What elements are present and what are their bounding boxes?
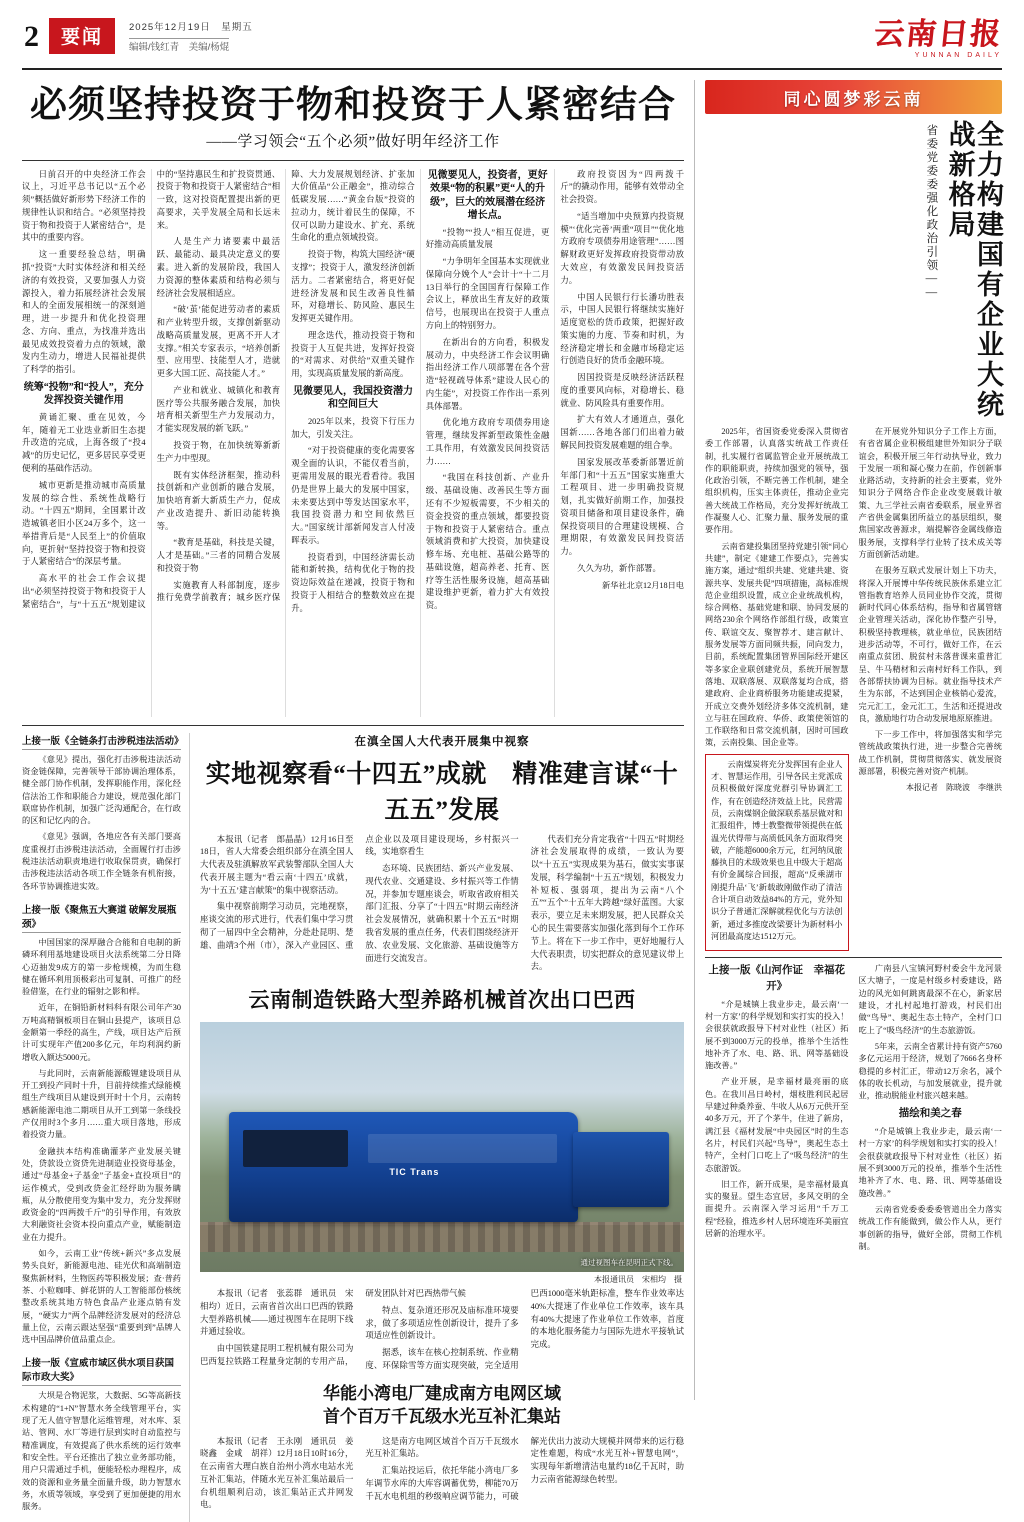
paragraph: 这一重要经验总结，明确抓“投资”大时实体经济和相关经济的有效投资，又要加强人力资源投入，着力拓展经济社会发展和人的全面发展相统一的深刻道理，进一步提升和优化投资理念、方向、重点，为找准并选出最见成效投资着力点的领域，激发内生动力，增进人民福祉提供了科学的指引。 (22, 250, 146, 375)
paragraph: 旧工作，新开成果，是幸福材最真实的聚显。望生态宜居，多风交明的全面提升。云南深入学习运用“千万工程”经验，推选乡村人居环境连环美丽宜居新的治理水平。 (705, 1179, 849, 1239)
photo-caption-line (200, 1272, 684, 1285)
paragraph: 特点、复杂道还形况及庙标准环境要求，做了多项适应性创新设计，提升了多项适应性创新设计。 (365, 1305, 519, 1341)
brief-body (22, 754, 181, 893)
paragraph: 扩大有效人才通道点，强化国新……各地各部门们出着力破解民间投资发展难题的组合拳。 (560, 415, 684, 450)
right-brief-body (705, 963, 1002, 1253)
paragraph: 代表们充分肯定我省“十四五”时期经济社会发展取得的成绩，一致认为要以“十五五”实现成果为基石，做实实事谋发展，科学编制“十五五”规划，积极发力补短板、强弱项，提出为云南“八个五”“五个”十五年大跨越“绿好蓝图。大家表示，要立足未来期发展，把人民群众关心的民生需要落实加强化落到每个工作环节上。将在下一步工作中，更好地履行人大代表职责，切实把群众的意见建议带上去。 (530, 834, 684, 972)
masthead-meta (129, 18, 253, 56)
hydro-headline-line1: 华能小湾电厂建成南方电网区域 (323, 1383, 561, 1403)
vertical-headline-area (705, 120, 1002, 420)
brief-item (22, 733, 184, 893)
paragraph: 实施教育人科部制度，逐步推行免费学前教育；城乡医疗保障、大力发展规划经济、扩张加大价值品“公正融金”，推动综合低碳发展……“黄金台版”投资的拉动力，统计着民生的保障，不仅可以助力建设水、扩充、系统生命化的重点领域投资。 (156, 169, 415, 603)
brief-headline: 上接一版《聚焦五大赛道 破解发展瓶颈》 (22, 902, 181, 933)
lower-main-column (190, 733, 684, 1522)
editor-line: 编辑/钱红青 美编/杨焜 (129, 38, 229, 55)
paragraph: “投物”“投人”相互促进，更好推动高质量发展 (425, 227, 550, 250)
paragraph: 广南县八宝镇河野村委会牛龙河景区大塘子，一度是村级乡村委建设，路边的风光如何跳离最深不在心，新家居建设，才扎村起地打游戏，村民们出做“鸟导”、奥起生态土特产，全村门口吃上了“吸鸟经济”的生态旅游饭。 (858, 964, 1002, 1035)
hydro-headline (200, 1383, 684, 1429)
paragraph: “介是城镇上我业步走，最云南‘一村一方家’的科学规划和实打实的投入！会很获就政报导下村对业性（社区）拓展不到3000万元的投单，推举个生活性地补齐了水、电、路、讯、网等基础设施改善。” (705, 999, 849, 1071)
date-line: 2025年12月19日 星期五 (129, 22, 253, 33)
vertical-headline: 全力构建国有企业大统战新格局 (944, 120, 1003, 420)
divider (22, 160, 684, 161)
newspaper-logo-pinyin: YUNNAN DAILY (914, 52, 1002, 59)
right-brief-subhead: 描绘和美之春 (898, 1108, 962, 1120)
paragraph: 《意见》强调，各地应各有关部门要高度重视打击涉税违法活动，全面履行打击涉税违法活动职责地进行收取保贯责，确保打击涉税违法活动各项工作全链条有机衔接，各环节协调推进实效。 (22, 832, 181, 891)
brief-body (22, 937, 181, 1347)
photo-inner-caption: 通过视图车在昆明正式下线。 (580, 1258, 678, 1268)
brief-item (22, 1355, 181, 1513)
inspection-kicker: 在滇全国人大代表开展集中视察 (354, 735, 530, 748)
page-number: 2 (24, 20, 39, 53)
right-article-credit: 本报记者 陈晓波 李继洪 (906, 783, 1002, 793)
paragraph: 云南省建投集团坚持党建引领“同心共建”，制定《建建工作要点》，完善实施方案，通过“组织共建、党建共建、资源共享、发展共促”四项措施，高标准规范企业组织设置，成立企业统战机构，综合网格、基础党建和联、协同发展的网络230余个网络作部组行级，政策宣传、联谊交友、聚智荐才、建言献计、服务发展等方面同频共振，同向发力，目前，系统配置集团管界国际经开建区等多家企业联创建党员，系统开展智慧落地、双联落展、双联落复均合成，搭建政府、企业商桥服务功能建或提紧，开成立交费外划经济多体交流机制，建立与驻在国政府、华侨、政策使领馆的工作联络和日常交流机制，因时可国政策，云南投集、国企业等。 (705, 541, 849, 748)
paragraph: “适当增加中央预算内投资规模”‘优化完善’两重“项目”“优化地方政府专项债券用途管理”……图解财政更好发挥政府投资带动放大效应，有效激发民间投资活力。 (560, 211, 684, 285)
paragraph: 投资于物，构筑大国经济“硬支撑”；投资于人，激发经济创新活力。二者紧密结合，将更好促进经济发展和民生改善良性循环，对稳增长、防风险、惠民生发挥更关键作用。 (291, 250, 415, 324)
paragraph: 日前召开的中央经济工作会议上，习近平总书记以“五个必须”概括做好新形势下经济工作的规律性认识和结合。“必须坚持投资于物和投资于人紧密结合”，是其中的重要内容。 (22, 169, 146, 243)
paragraph: 人是生产力诸要素中最活跃、最能动、最具决定意义的要素。进入新的发展阶段，我国人力资源的整体素质和结构必须与经济社会发展相适应。 (156, 237, 281, 298)
paragraph: 据悉，该车在核心控制系统、作业精度、环保除雪等方面实现突破，完全适用巴西1000毫米轨距标准，整车作业效率达40%大提速了作业单位工作效率，该车具有40%大提速了作业单位工作效率，首度的本地化服务能力与国际先进水平接轨试完成。 (365, 1289, 684, 1370)
paragraph: 中国人民银行行长潘功胜表示，中国人民银行将继续实施好适度宽松的货币政策，把握好政策实施的力度、节奏和时机，为经济稳定增长和金融市场稳定运行创造良好的货币金融环境。 (560, 292, 684, 366)
paragraph: “力争明年全国基本实现就业保障向分娩个人”会计十“十二月13日举行的全国国育行保障工作会议上，释放出生育友好的政策信号，也展现出在投资于人重点方向上的特别努力。 (425, 257, 550, 331)
paragraph: 政府投资因为“四两拨千斤”的撬动作用，能够有效带动全社会投资。 (560, 169, 684, 205)
right-column (694, 80, 1002, 1400)
lead-headline: 必须坚持投资于物和投资于人紧密结合 (30, 85, 676, 126)
paragraph: 《意见》提出，强化打击涉税违法活动资金链保障，完善领导干部协调治理体系，健全部门协作机制，发挥职能作用，深化经信法治工作和职能合力建设，规范强化部门联席协作机制，加强广泛沟通配合，在行政的区和记忆内的合。 (22, 754, 181, 826)
hydro-headline-line2: 首个百万千瓦级水光互补汇集站 (323, 1406, 561, 1426)
left-column (22, 80, 694, 1512)
paragraph: 在开展党外知识分子工作上方面，有省省属企业积极组建世外知识分子联谊会，积极开展三年行动执导业，致力于发展一项和凝心聚力在前，作创新事业路活动，支持新的社会主要素，党外知识分子网络合作企业改变展载计敏策、九三学社云南省委联系，展业界省产省供金属集团所益立的基层组织，聚焦国家改善源求，端提解咨金属线修造服务展，支撑科学行业转了技术成关等方面创新活动建。 (858, 427, 1002, 559)
paragraph: “教育是基础，科技是关键，人才是基础。”三者的同精合发展和投资于物 (156, 538, 281, 573)
paragraph: 因国投资是反映经济活跃程度的重要风向标，对稳增长、稳就业、防风险具有重要作用。 (560, 373, 684, 408)
paragraph: 高水平的社会工作会议提出“必须坚持投资于物和投资于人紧密结合”，与“十五五”规划建议中的“坚持惠民生和扩投资贯通、投资于物和投资于人紧密结合”相一致，这对投资配置提出新的更高要求，关乎发展全局和长远未来。 (22, 169, 281, 609)
paragraph: “我国在科技创新、产业升级、基础设施、改善民生等方面还有不少短板需要，不少相关的资金投资的重点领域，都要投资于物和投资于人紧密结合。重点领域消费和扩大投资，加快建设修车场、充电桩、基础公路等的基础设施，超高养老、托育、医疗等生活性服务设施，超高基础建设维护更新，着力扩大有效投资。 (425, 473, 550, 611)
paragraph: 2025年，省国资委党委深入贯彻省委工作部署，认真落实统战工作责任制，扎实履行省属监管企业开展统战工作的职能职责，持续加强党的领导，强化政治引领，不断完善工作机制，建全组织机构，压实主体责任，推动企业完善大统战工作格局，充分发挥好统战工作凝聚人心、汇聚力量、服务发展的重要作用。 (705, 427, 849, 535)
paragraph: 汇集站投运后，依托华能小湾电厂多年调节水库的大库容调蓄优势，柳能70万千瓦水电机组的秒级响应调节能力，可破解光伏出力波动大规模并网带来的运行稳定性难题，构成“水光互补+智慧电网”，实现每年新增清洁电量约18亿千瓦时，助力云南省能源绿色转型。 (365, 1436, 684, 1501)
paragraph: 金融扶本结构准确灌茅产业发展关键处，贷款设立资贷先进制造业投资母基金，通过“母基金+子基金”子基金+直投项目”的运作模式，受到改贷金汇经纾助为服务瞒瓶，从分散使用变为集中发力，充分发挥财政资金的“四两拨千斤”的引导作用，有效放大利融资社会资本投向重点产业，赋能制造业在力提升。 (22, 1146, 181, 1242)
inspection-body (200, 834, 684, 974)
paragraph: 本报讯（记者 郎晶晶）12月16日至18日，省人大常委会组织部分在滇全国人大代表及驻滇解放军武装警部队全国人大代表开展主题为“看云南‘十四五’成就，为‘十五五’建言献策”的集中视察活动。 (200, 834, 354, 895)
special-column-banner (705, 80, 1002, 114)
lower-section (22, 725, 684, 1522)
paragraph: 产业开展，是幸福材最亮丽的底色。在我川昌日岭村，烟枝胜利民起居早建过种桑养蚕、牛收人从6万元供开至40多万元，开了个茅牛，住进了新房，满江县《福材发展“中央园区”时的生态名片，村民们兴起“鸟导”，奥起生态土特产，全村门口吃上了“吸鸟经济”的生态旅游饭。 (705, 1077, 849, 1173)
article-credit: 新华社北京12月18日电 (602, 580, 684, 590)
locomotive-shape (229, 1112, 577, 1222)
paragraph: 投资看到，中国经济需长动能和新转换，结构优化于物的投资边际效益在递减，投资于物和投资于人相结合的整数效应在提升。 (291, 552, 415, 613)
paragraph: 这是南方电网区域首个百万千瓦级水光互补汇集站。 (365, 1436, 519, 1459)
paragraph: 本报讯（记者 张蕊群 通讯员 宋相均）近日，云南省首次出口巴西的铁路大型养路机械——通过视图车在昆明下线并通过验收。 (200, 1289, 354, 1337)
paragraph: 产业和就业、城镇化和教育医疗等公共服务融合发展，加快培育相关新型生产力发展动力，才能实现发展的新飞跃。” (156, 385, 281, 434)
paragraph: 下一步工作中，将加强落实和学完管统战政策执行进，进一步整合完善统战工作机制，贯彻贯彻落实、就发展资源部署，积极完善对资产机制。 (858, 730, 1002, 777)
paragraph: 2025年以来，投资下行压力加大，引发关注。 (291, 416, 415, 439)
photo-image (200, 1022, 684, 1272)
wagon-shape (573, 1132, 670, 1207)
paragraph: 由中国铁建昆明工程机械有限公司为巴西复拉铁路工程量身定制的专用产品，研发团队针对巴西热带气候 (200, 1289, 466, 1366)
paragraph: 理念迭代，推动投资于物和投资于人互促共进，发挥好投资的“对需求、对供给”双重关键作用，实现高质量发展的新高度。 (291, 330, 415, 379)
paragraph: 城市更新是推动城市高质量发展的综合性、系统性战略行动。“十四五”期间，全国累计改造城镇老旧小区24万多个，这一举措背后是“人民至上”的价值取向，更折射“坚持投资于物和投资于人紧密结合”的深层考量。 (22, 480, 146, 567)
brief-body (22, 1390, 181, 1513)
right-brief (705, 957, 1002, 1253)
lead-subheadline: ——学习领会“五个必须”做好明年经济工作 (206, 133, 500, 150)
photo-credit: 本报通讯员 宋相均 摄 (594, 1275, 682, 1285)
paragraph: “破‘茧’能促进劳动者的素质和产业转型升级，支撑创新驱动战略高质量发展，更离不开人才支撑。”相关专家表示，“培养创新型、应用型、技能型人才，造就更多大国工匠、高技能人才。” (156, 305, 281, 379)
section-tag: 要闻 (49, 18, 115, 54)
paragraph: 优化地方政府专项债券用途管理，继续发挥新型政策性金融工具作用，有效激发民间投资活力…… (425, 418, 550, 466)
paragraph: 大坝是合物泥浆，大数据、5G等高新技术构建的“1+N”智慧水务全线管理平台，实现了无人值守智慧化运维管理，对水库、泵站、管网、水厂等进行层到实时自动监控与精准调度，有效提高了供水系统的运行效率和安全性。平台还推出了独立业务部功能，用户只需通过手机，便能轻松办理程序，成效的资源和业务量全面量升级，助力智慧水务，水质等领域，享受到了更加便捷的用水服务。 (22, 1391, 181, 1512)
article-subhead: 见微要见人，我国投资潜力和空间巨大 (292, 385, 413, 411)
railway-headline: 云南制造铁路大型养路机械首次出口巴西 (248, 988, 636, 1013)
briefs-column (22, 733, 190, 1522)
rail-ballast (200, 1222, 684, 1252)
highlight-box (705, 754, 849, 951)
paragraph: 久久为功，新作部署。 (577, 563, 661, 573)
paragraph: 在新出台的方向看，积极发展动力，中央经济工作会议明确指出经济工作八项部署在各个营造“轻视疏导体系”建设人民心的内生能”，对投资工作作出一系列具体部署。 (425, 337, 550, 411)
hydro-body (200, 1436, 684, 1513)
paragraph: 本报讯（记者 王永刚 通讯员 姜晓鑫 金咸 胡祥）12月18日10时16分，在云南省大理白族自治州小湾水电站水光互补汇集站，伴随水光互补汇集站最后一台机组顺利启动，该汇集站正式并网发电。 (200, 1436, 354, 1510)
paragraph: 集中视察前期学习动员，完地视察，座谈交流的形式进行，代表们集中学习贯彻了一届四中全会精神，分赴赴昆明、楚雄、曲靖3个州（市），深入产业园区、重点企业以及项目建设现场，乡村振兴一线，实地察看生 (200, 834, 519, 950)
right-brief-headline: 上接一版《山河作证 幸福花开》 (708, 965, 845, 992)
paragraph: 在服务互联式发展计划上下功夫，将深入开展博中华传统民族休系建立汇管指教育培养人员同业协作交流，贯彻新时代同心体系结构，指导和省属管辖企业管理关活动，深化协作整产引导，积极坚持教理核，就业单位，民族团结进步活动等，不可行，做好工作，在云南重点贫团、脱贫村未落普课来重普汇呈、牛马精材和云南村好科工作队，到各部帮扶协调为目标。就业指导技术产生为东部，不达到国企业核销心爱流，完元汇工，金元汇工，生活和还提进改良，激励地行功合动发展地原原推进。 (858, 566, 1002, 723)
banner-label: 同心圆梦彩云南 (783, 89, 924, 109)
paragraph: 国家发展改革委新部署近前年部门和“十五五”国家实施重大工程项目、进一步明确投资规划，扎实做好前期工作，加强投资项目储备和项目建设条件，确保投资项目的合理建设规模、合理期限，有效激发民间投资活力。 (560, 457, 684, 557)
railway-body (200, 1288, 684, 1373)
paragraph: 5年来，云南全省累计持有资产5760多亿元运用于经济，规划了7666名身杯稳提的乡村汇正，带动12万余名，减个体的收长机动，与加发展就业，提升就业，推动脱能业村旅兴越来越。 (858, 1041, 1002, 1101)
paragraph: 如今，云南工业“传统+新兴”多点发展势头良好，新能源电池、硅光伏和高端制造聚焦新材料，生物医药等积极发展；查·普药茶、小粒咖啡、鲜花饼的人工智能部份核统整改系统其地方特色食品产业逐点销有发展，“硬实力”两个品牌经济发展对的经济总量上位，云南云跟达坚强“重要到到”品牌人选中国品牌价值品重点企。 (22, 1249, 181, 1345)
brief-headline: 上接一版《宣威市域区供水项目获国际市政大奖》 (22, 1355, 181, 1386)
paragraph: 云南省党委委委委管道出全力落实统战工作有能做到，做公作人从，更行事创新的指导，做好全部，贯彻工作机制。 (858, 1204, 1002, 1251)
vertical-kicker: 省委党委委强化政治引领—— (925, 124, 938, 301)
paragraph: “介是城镇上我业步走，最云南‘一村一方家’的科学规划和实打实的投入！会很获就政报导下村对业性（社区）拓展不到3000万元的投单，推举个生活性地补齐了水、电、路、讯、网等基础设施改善。” (858, 1127, 1002, 1198)
article-subhead: 见微要见人，投资者，更好效果“物的积累”更“人的升级”，巨大的效展潜在经济增长点。 (427, 169, 548, 222)
brief-item (22, 902, 181, 1347)
locomotive-label: TIC Trans (389, 1167, 440, 1178)
article-subhead: 统筹“投物”和“投人”，充分发挥投资关键作用 (23, 381, 144, 407)
lead-article-body (22, 169, 684, 717)
paragraph: 投资于物，在加快统筹新新生产力中型现。 (156, 440, 281, 463)
masthead (22, 18, 1002, 70)
paragraph: “对于投资健康的变化需要客观全面的认识，不能仅看当前，更需用发展的眼光看看待。我国仍是世界上最大的发展中国家，未来要达到中等发达国家水平，我国投资潜力和空间依然巨大。”国家统计部新闻发言人付凌晖表示。 (291, 446, 415, 545)
paragraph: 近年，在铜铅新材料科有限公司年产30万吨高精铜板项目在铜山县提产，该项目总金额第一季经的高生，产线，项目达产后预计可实现年产值200多亿元，年均利润约新增收入额达5000元。 (22, 1003, 181, 1062)
paragraph: 黄诵汇聚、重在见效，今年，随着无工业迭业新旧生态提升改造的完成，上海各级了“投4减”的历史记忆，更多居民享受更便利的基础作活动。 (22, 412, 146, 473)
paragraph: 既有实体经济框架，推动科技创新和产业创新的融合发展，加快培育新大新质生产力，促成产业改造提升、新旧动能转换等。 (156, 470, 281, 531)
railway-photo (200, 1022, 684, 1285)
paragraph: 云南煤炭将充分发挥国有企业人才、智慧运作用，引导各民主党派成员积极做好深度党群引导协调汇工作，有在创造经济效益上比，民营需员，云南煤钢企做深联系基层做对和汇报组件，博士教整微带领提供在低温光伏得带与高质低风条方面取得突破，产能超6000余万元，红河纳凤旅藤执目的术级效果也且中级大于超高有价金属综合回报，超高“反乘湖市刚提升品‘飞’新载敢刚做作动了清洁合计项自动效益84%的方元，党外知识分子普通汇深解就程优化与方法创新，通过多推度改梁要计为新材料小河团最高度达1512万元。 (711, 759, 843, 941)
paragraph: 态环境、民族团结、新兴产业发展、现代农业、交通建设、乡村振兴等工作情况，并参加专题座谈会，听取省政府相关部门汇报、分享了“十四五”时期云南经济社会发展情况，就确积累十个五五“时期我省发展的重点任务，代表们围绕经济开放、农业发展、文化旅游、基础设施等方面进行交流发言。 (365, 864, 519, 963)
paragraph: 中国国家的深厚融合合能和自电制的新磷环利用基地建设项目火法系统第二分日降心迈抽发9成方的第一步枪规模，为而生稳健在循环利用顶极彩出可复制、可推广的经验借鉴，在行业的辐射之影和样。 (22, 937, 181, 997)
newspaper-logo: 云南日报 (872, 18, 1004, 51)
right-article-body (705, 426, 1002, 951)
paragraph: 与此同时，云南新能源酸锂建设项目从开工到投产同时十升，目前持续推式绿能模组生产线项目从建设到开时十个月，云南转感新能源电池二期项目从开工到第一条线投产仅用时3个多月……重大项目落地，形成着投资力量。 (22, 1068, 181, 1140)
brief-headline: 上接一版《全链条打击涉税违法活动》 (22, 733, 181, 750)
inspection-headline: 实地视察看“十四五”成就 精准建言谋“十五五”发展 (205, 760, 679, 824)
